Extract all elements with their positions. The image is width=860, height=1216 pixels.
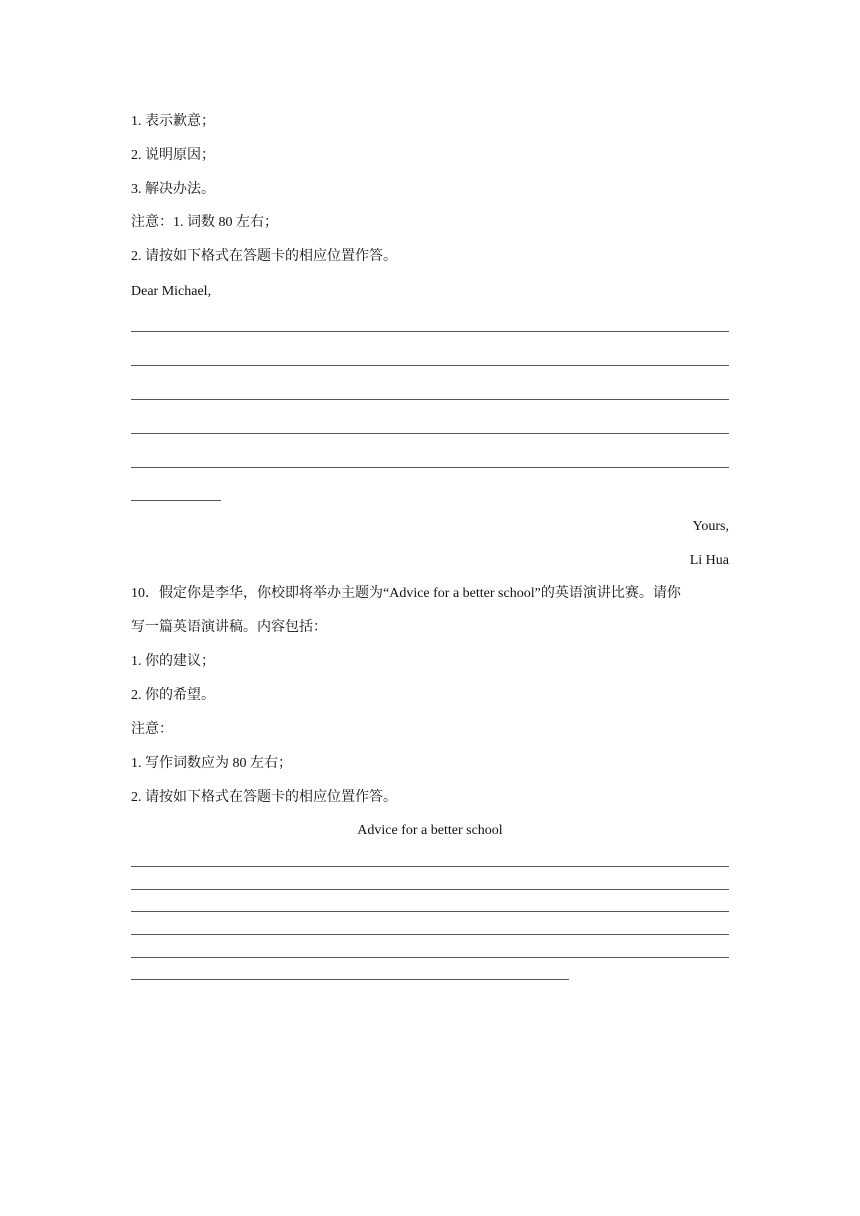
answer-line	[131, 911, 729, 912]
salutation: Dear Michael,	[131, 284, 212, 299]
task-item-1: 1. 表示歉意；	[131, 114, 215, 129]
answer-line	[131, 957, 729, 958]
note-line-1: 注意：1. 词数 80 左右；	[131, 215, 278, 230]
q10-note-1: 1. 写作词数应为 80 左右；	[131, 756, 292, 771]
answer-line	[131, 433, 729, 434]
q10-item-2: 2. 你的希望。	[131, 688, 215, 703]
task-item-3: 3. 解决办法。	[131, 182, 215, 197]
answer-line-short	[131, 500, 221, 501]
note-line-2: 2. 请按如下格式在答题卡的相应位置作答。	[131, 249, 397, 264]
answer-line	[131, 934, 729, 935]
answer-line-short	[131, 979, 569, 980]
q10-prompt-line-2: 写一篇英语演讲稿。内容包括：	[131, 620, 327, 635]
answer-line	[131, 365, 729, 366]
answer-line	[131, 467, 729, 468]
answer-line	[131, 331, 729, 332]
answer-line	[131, 399, 729, 400]
q10-note-2: 2. 请按如下格式在答题卡的相应位置作答。	[131, 790, 397, 805]
answer-line	[131, 889, 729, 890]
task-item-2: 2. 说明原因；	[131, 148, 215, 163]
essay-title: Advice for a better school	[357, 823, 503, 838]
q10-note-heading: 注意：	[131, 722, 173, 737]
signature: Li Hua	[689, 553, 729, 568]
closing: Yours,	[692, 519, 729, 534]
answer-line	[131, 866, 729, 867]
q10-prompt-line-1: 10．假定你是李华，你校即将举办主题为“Advice for a better school”的英语演讲比赛。请你	[131, 586, 681, 601]
q10-item-1: 1. 你的建议；	[131, 654, 215, 669]
